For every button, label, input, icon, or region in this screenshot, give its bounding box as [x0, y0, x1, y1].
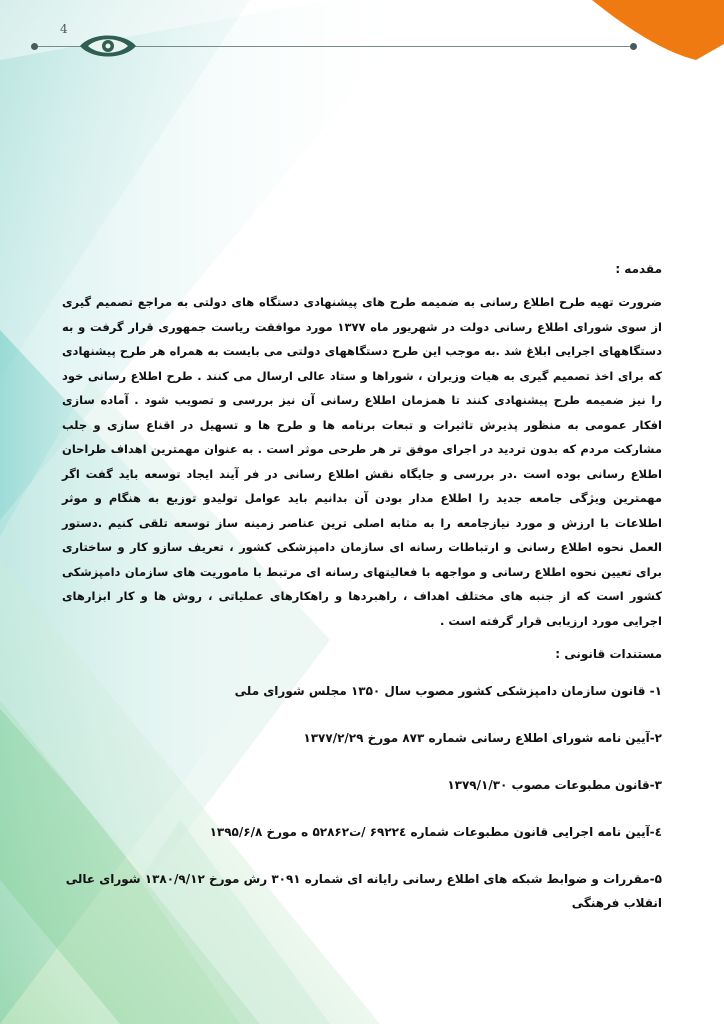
- legal-item: ۳-قانون مطبوعات مصوب ۱۳۷۹/۱/۳۰: [447, 778, 662, 792]
- main-content: [62, 262, 662, 938]
- legal-item: ۲-آیین نامه شورای اطلاع رسانی شماره ۸۷۳ مورخ ۱۳۷۷/۲/۲۹: [303, 731, 662, 745]
- legal-item: ۵-مقررات و ضوابط شبکه های اطلاع رسانی رایانه ای شماره ۳۰۹۱ رش مورخ ۱۳۸۰/۹/۱۲ شورای عالی انقلاب فرهنگی: [65, 872, 662, 910]
- legal-item: ۱- قانون سازمان دامپزشکی کشور مصوب سال ۱۳۵۰ مجلس شورای ملی: [234, 684, 662, 698]
- page-number: 4: [60, 22, 68, 36]
- header-dot-left: [31, 43, 38, 50]
- intro-heading: مقدمه :: [615, 262, 662, 276]
- header-dot-right: [630, 43, 637, 50]
- intro-paragraph: ضرورت تهیه طرح اطلاع رسانی به ضمیمه طرح های پیشنهادی دستگاه های دولتی به مراجع تصمیم گیری از سوی شورای اطلاع رسانی دولت در شهریور ماه ۱۳۷۷ مورد موافقت ریاست جمهوری قرار گرفت و به دستگاههای اجرایی ابلاغ شد .به موجب این طرح دستگاههای دولتی می بایست به همراه هر طرح پیشنهادی که برای اخذ تصمیم گیری به هیات وزیران ، شوراها و ستاد عالی ارسال می کنند . طرح اطلاع رسانی خود را نیز ضمیمه طرح پیشنهادی کنند تا همزمان اطلاع رسانی آن نیز بررسی و تصویب شود . آماده سازی افکار عمومی به منظور پذیرش تاثیرات و تبعات برنامه ها و طرح ها و تسهیل در اقناع سازی و جلب مشارکت مردم که بدون تردید در اجرای موفق تر هر طرحی موثر است . به عنوان مهمترین اهداف طراحان اطلاع رسانی بوده است .در بررسی و جایگاه نقش اطلاع رسانی در فر آیند ایجاد توسعه باید گفت اگر مهمترین ویژگی جامعه جدید را اطلاع مدار بودن آن بدانیم باید عوامل تولیدو توزیع به هنگام و موثر اطلاعات با ارزش و مورد نیازجامعه را به مثابه اصلی ترین عناصر زمینه ساز توسعه تلقی کنیم .دستور العمل نحوه اطلاع رسانی و ارتباطات رسانه ای سازمان دامپزشکی کشور ، تعریف سازو کار و ساختاری برای تعیین نحوه اطلاع رسانی و مواجهه با فعالیتهای رسانه ای مرتبط با ماموریت های سازمان دامپزشکی کشور است که از جنبه های مختلف اهداف ، راهبردها و راهکارهای عملیاتی ، روش ها و کار ابزارهای اجرایی مورد ارزیابی قرار گرفته است .: [62, 295, 662, 628]
- legal-heading: مستندات قانونی :: [555, 647, 662, 661]
- corner-accent: [584, 0, 724, 60]
- legal-item: ٤-آیین نامه اجرایی قانون مطبوعات شماره ۶۹۲۲٤ /ت۵۲۸۶۲ ه مورخ ۱۳۹۵/۶/۸: [209, 825, 662, 839]
- ornament-icon: [78, 30, 138, 62]
